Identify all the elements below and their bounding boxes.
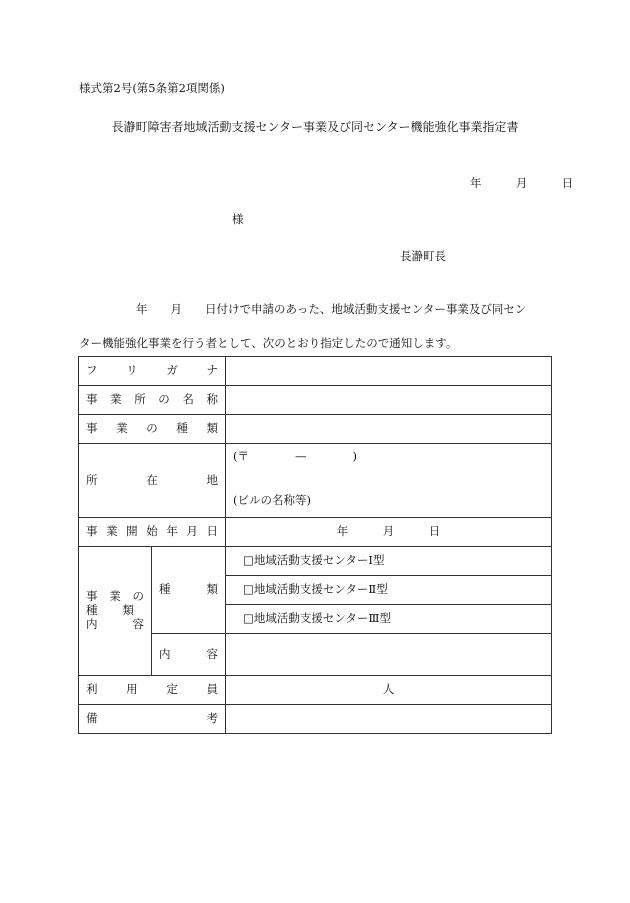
date-year: 年 — [470, 176, 482, 190]
checkbox-type-1[interactable]: □地域活動支援センターⅠ型 — [226, 547, 552, 576]
row-location — [79, 444, 552, 518]
row-business-type — [79, 415, 552, 444]
value-remarks[interactable] — [226, 705, 552, 734]
label-business-details: 事 業 の 種 類 内 容 — [79, 547, 152, 676]
row-capacity — [79, 676, 552, 705]
form-number: 様式第2号(第5条第2項関係) — [79, 81, 225, 95]
label-location: 所 在 地 — [79, 444, 226, 518]
value-office-name[interactable] — [226, 386, 552, 415]
label-furigana: フ リ ガ ナ — [79, 357, 226, 386]
label-remarks: 備 考 — [79, 705, 226, 734]
date-month: 月 — [515, 176, 528, 190]
label-business-type: 事 業 の 種 類 — [79, 415, 226, 444]
recipient-honorific: 様 — [232, 212, 244, 226]
row-remarks — [79, 705, 552, 734]
date-day: 日 — [561, 176, 574, 190]
issuer-name: 長瀞町長 — [400, 249, 446, 263]
checkbox-type-3[interactable]: □地域活動支援センターⅢ型 — [226, 605, 552, 634]
postal-code: (〒 — ) — [233, 449, 357, 463]
checkbox-type-2[interactable]: □地域活動支援センターⅡ型 — [226, 576, 552, 605]
row-furigana — [79, 357, 552, 386]
building-name: (ビルの名称等) — [233, 492, 311, 507]
designation-table — [78, 356, 552, 734]
value-content[interactable] — [226, 634, 552, 676]
label-content: 内 容 — [152, 634, 226, 676]
value-capacity[interactable]: 人 — [226, 676, 552, 705]
label-office-name: 事 業 所 の 名 称 — [79, 386, 226, 415]
label-start-date: 事 業 開 始 年 月 日 — [79, 518, 226, 547]
body-line-2: ター機能強化事業を行う者として、次のとおり指定したので通知します。 — [79, 336, 458, 350]
label-kind: 種 類 — [152, 547, 226, 634]
row-start-date — [79, 518, 552, 547]
label-capacity: 利 用 定 員 — [79, 676, 226, 705]
document-title: 長瀞町障害者地域活動支援センター事業及び同センター機能強化事業指定書 — [111, 120, 519, 134]
value-start-date[interactable]: 年 月 日 — [226, 518, 552, 547]
value-furigana[interactable] — [226, 357, 552, 386]
body-line-1: 年 月 日付けで申請のあった、地域活動支援センター事業及び同セン — [136, 302, 527, 316]
value-business-type[interactable] — [226, 415, 552, 444]
row-office-name — [79, 386, 552, 415]
issue-date — [470, 175, 573, 191]
value-location[interactable] — [226, 444, 552, 518]
row-kind-1 — [79, 547, 552, 576]
